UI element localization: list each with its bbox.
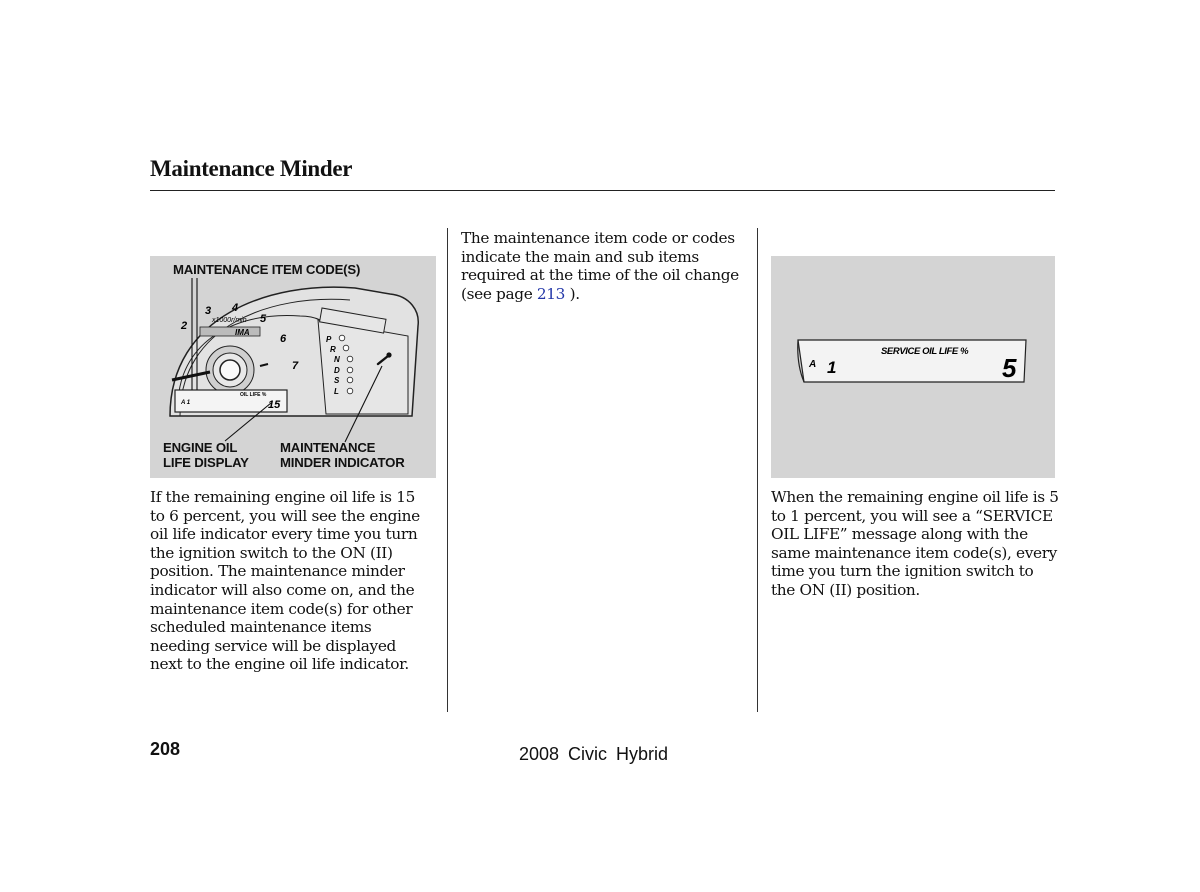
display-item-code-number: 1 xyxy=(827,358,837,377)
middle-paragraph xyxy=(461,229,756,303)
tach-number: 7 xyxy=(292,360,299,372)
display-oil-value: 5 xyxy=(1002,353,1017,383)
middle-paragraph-line: required at the time of the oil change xyxy=(461,266,739,285)
tach-number: 2 xyxy=(181,320,188,332)
service-oil-life-figure xyxy=(771,256,1055,478)
figure-label-minder-line1: MAINTENANCE xyxy=(280,440,376,455)
column-divider-right xyxy=(757,228,758,712)
tach-number: 6 xyxy=(280,333,287,345)
footer-title: 2008 Civic Hybrid xyxy=(519,744,669,764)
lcd-caption: OIL LIFE % xyxy=(240,392,267,398)
middle-paragraph-text: (see page xyxy=(461,284,537,303)
page-link-213[interactable]: 213 xyxy=(536,284,566,303)
service-oil-life-display xyxy=(771,256,1055,478)
lcd-oil-value: 15 xyxy=(268,399,281,411)
column-divider-left xyxy=(447,228,448,712)
figure-label-item-codes: MAINTENANCE ITEM CODE(S) xyxy=(173,262,361,277)
gear-letter: N xyxy=(334,355,340,364)
middle-paragraph-text: ). xyxy=(565,284,580,303)
display-caption: SERVICE OIL LIFE % xyxy=(881,346,969,357)
gear-letter: L xyxy=(334,387,339,396)
ima-badge: IMA xyxy=(235,328,250,337)
left-paragraph: If the remaining engine oil life is 15 to 6 percent, you will see the engine oil life indicator every time you turn the ignition switch to the ON (II) position. The maintenance minder indicator will also come on, and the maintenance item code(s) for other scheduled maintenance items needing service will be displayed next to the engine oil life indicator. xyxy=(150,488,420,674)
lcd-item-code: A 1 xyxy=(181,400,191,406)
figure-label-engine-oil-line1: ENGINE OIL xyxy=(163,440,238,455)
page-title: Maintenance Minder xyxy=(150,156,353,181)
tach-number: 3 xyxy=(205,305,212,317)
display-item-code: A xyxy=(809,359,817,370)
tach-number: 5 xyxy=(260,313,267,325)
right-paragraph: When the remaining engine oil life is 5 to 1 percent, you will see a “SERVICE OIL LIFE” message along with the same maintenance item code(s), every time you turn the ignition switch to the ON (II) position. xyxy=(771,488,1059,599)
gear-letter: D xyxy=(334,366,340,375)
figure-label-minder-line2: MINDER INDICATOR xyxy=(280,455,405,470)
middle-paragraph-line: The maintenance item code or codes xyxy=(461,229,735,247)
gear-letter: P xyxy=(326,335,332,344)
middle-paragraph-line xyxy=(461,285,756,304)
instrument-panel-figure xyxy=(150,256,436,478)
page-number: 208 xyxy=(150,739,181,759)
title-rule xyxy=(150,190,1055,191)
gear-letter: R xyxy=(330,345,336,354)
middle-paragraph-line: indicate the main and sub items xyxy=(461,247,699,266)
figure-label-engine-oil-line2: LIFE DISPLAY xyxy=(163,455,249,470)
gear-letter: S xyxy=(334,376,340,385)
tach-unit: x1000r/min xyxy=(212,317,247,324)
tach-number: 4 xyxy=(232,302,239,314)
